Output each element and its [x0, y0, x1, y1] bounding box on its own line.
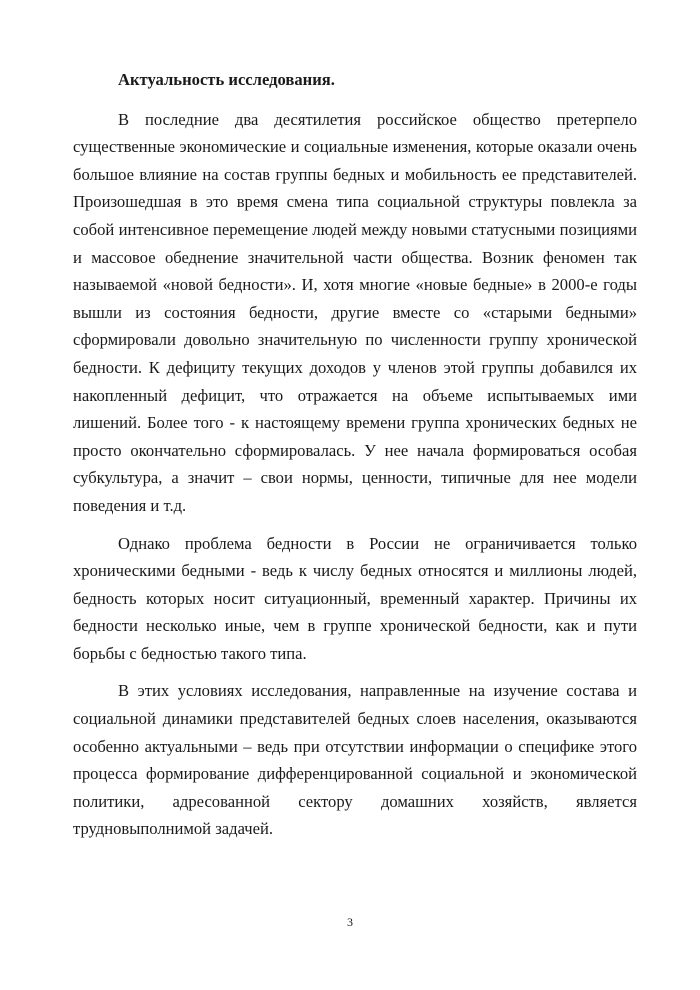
- paragraph-1: В последние два десятилетия российское общество претерпело существенные экономические и социальные изменения, которые оказали очень большое влияние на состав группы бедных и мобильность ее представителей. Произошедшая в это время смена типа социальной структуры повлекла за собой интенсивное перемещение людей между новыми статусными позициями и массовое обеднение значительной части общества. Возник феномен так называемой «новой бедности». И, хотя многие «новые бедные» в 2000-е годы вышли из состояния бедности, другие вместе со «старыми бедными» сформировали довольно значительную по численности группу хронической бедности. К дефициту текущих доходов у членов этой группы добавился их накопленный дефицит, что отражается на объеме испытываемых ими лишений. Более того - к настоящему времени группа хронических бедных не просто окончательно сформировалась. У нее начала формироваться особая субкультура, а значит – свои нормы, ценности, типичные для нее модели поведения и т.д.: [73, 109, 637, 515]
- paragraph-3: В этих условиях исследования, направленные на изучение состава и социальной динамики представителей бедных слоев населения, оказываются особенно актуальными – ведь при отсутствии информации о специфике этого процесса формирование дифференцированной социальной и экономической политики, адресованной сектору домашних хозяйств, является трудновыполнимой задачей.: [73, 681, 637, 839]
- page-number: 3: [347, 915, 353, 929]
- section-heading: Актуальность исследования.: [118, 70, 335, 89]
- document-body: [73, 66, 637, 853]
- paragraph-2: Однако проблема бедности в России не ограничивается только хроническими бедными - ведь к числу бедных относятся и миллионы людей, бедность которых носит ситуационный, временный характер. Причины их бедности несколько иные, чем в группе хронической бедности, как и пути борьбы с бедностью такого типа.: [73, 533, 637, 663]
